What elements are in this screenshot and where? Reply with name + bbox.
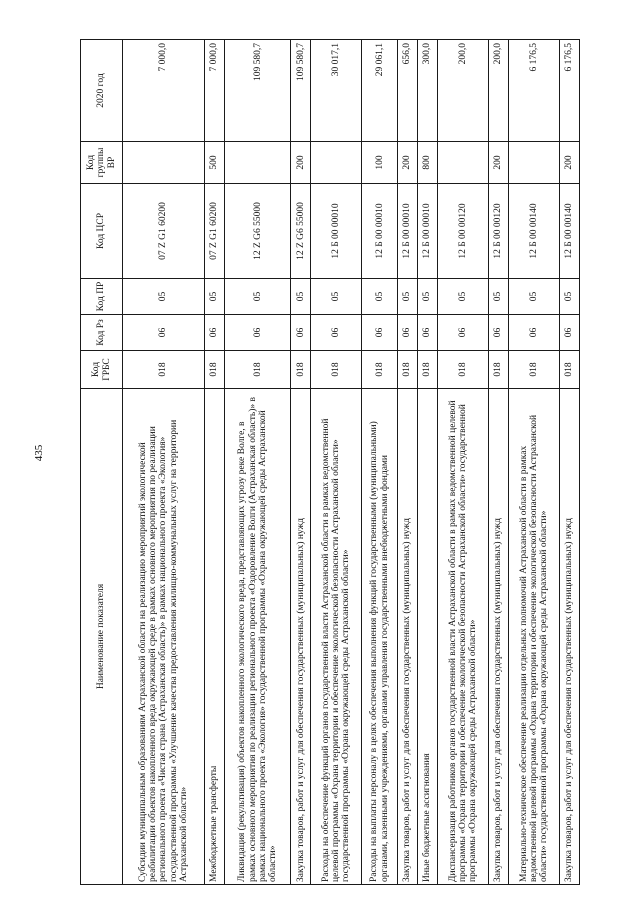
row-pr: 05: [123, 279, 205, 315]
header-rz: Код Рз: [81, 315, 123, 351]
header-csr: Код ЦСР: [81, 184, 123, 279]
table-row: [437, 40, 488, 885]
table-row: [488, 40, 508, 885]
rotated-table-container: [80, 40, 580, 885]
table-row: [204, 40, 224, 885]
row-name: Межбюджетные трансферты: [204, 389, 224, 885]
row-amount: 30 017,1: [311, 40, 362, 142]
row-csr: 07 Z G1 60200: [204, 184, 224, 279]
row-pr: 05: [437, 279, 488, 315]
table-row: [291, 40, 311, 885]
table-row: [397, 40, 417, 885]
row-rz: 06: [291, 315, 311, 351]
row-pr: 05: [204, 279, 224, 315]
table-row: [123, 40, 205, 885]
row-rz: 06: [123, 315, 205, 351]
row-vr: [224, 142, 290, 184]
row-grbs: 018: [417, 351, 437, 389]
row-rz: 06: [204, 315, 224, 351]
row-rz: 06: [559, 315, 579, 351]
row-grbs: 018: [123, 351, 205, 389]
row-name: Закупка товаров, работ и услуг для обеспечения государственных (муниципальных) нужд: [488, 389, 508, 885]
row-rz: 06: [362, 315, 398, 351]
row-vr: [311, 142, 362, 184]
header-vr: Код группы ВР: [81, 142, 123, 184]
row-pr: 05: [291, 279, 311, 315]
row-csr: 12 Б 00 00120: [488, 184, 508, 279]
header-grbs: Код ГРБС: [81, 351, 123, 389]
row-vr: [437, 142, 488, 184]
row-csr: 12 Б 00 00010: [362, 184, 398, 279]
row-name: Закупка товаров, работ и услуг для обеспечения государственных (муниципальных) нужд: [291, 389, 311, 885]
row-csr: 12 Б 00 00010: [311, 184, 362, 279]
row-rz: 06: [437, 315, 488, 351]
page-number: 435: [33, 444, 45, 462]
row-rz: 06: [397, 315, 417, 351]
row-csr: 12 Б 00 00010: [397, 184, 417, 279]
row-vr: 200: [488, 142, 508, 184]
row-vr: 200: [291, 142, 311, 184]
row-pr: 05: [362, 279, 398, 315]
row-pr: 05: [224, 279, 290, 315]
row-csr: 12 Б 00 00120: [437, 184, 488, 279]
row-name: Закупка товаров, работ и услуг для обеспечения государственных (муниципальных) нужд: [559, 389, 579, 885]
budget-table: [80, 39, 580, 885]
row-rz: 06: [311, 315, 362, 351]
table-row: [311, 40, 362, 885]
row-csr: 07 Z G1 60200: [123, 184, 205, 279]
row-vr: 800: [417, 142, 437, 184]
row-grbs: 018: [311, 351, 362, 389]
header-amount: 2020 год: [81, 40, 123, 142]
row-amount: 6 176,5: [559, 40, 579, 142]
row-grbs: 018: [204, 351, 224, 389]
row-pr: 05: [559, 279, 579, 315]
row-name: Иные бюджетные ассигнования: [417, 389, 437, 885]
row-grbs: 018: [362, 351, 398, 389]
row-name: Расходы на обеспечение функций органов государственной власти Астраханской области в рамках ведомственной целевой программы «Охрана территории и обеспечение экологической безопасности Астраханской области» государственной программы «Охрана окружающей среды Астраханской области»: [311, 389, 362, 885]
row-grbs: 018: [559, 351, 579, 389]
row-grbs: 018: [291, 351, 311, 389]
row-rz: 06: [488, 315, 508, 351]
header-pr: Код ПР: [81, 279, 123, 315]
table-row: [508, 40, 559, 885]
row-amount: 109 580,7: [224, 40, 290, 142]
row-name: Ликвидация (рекультивация) объектов накопленного экологического вреда, представляющих угрозу реке Волге, в рамках основного мероприятия по реализации регионального проекта «Оздоровление Волги (Астраханская область)» в рамках национального проекта «Экология» государственной программы «Охрана окружающей среды Астраханской области»: [224, 389, 290, 885]
table-row: [417, 40, 437, 885]
row-vr: 100: [362, 142, 398, 184]
row-pr: 05: [508, 279, 559, 315]
row-name: Субсидии муниципальным образованиям Астраханской области на реализацию мероприятий экологической реабилитации объектов накопленного вреда окружающей среде в рамках основного мероприятия по реализации регионального проекта «Чистая страна (Астраханская область)» в рамках национального проекта «Экология» государственной программы «Улучшение качества предоставления жилищно-коммунальных услуг на территории Астраханской области»: [123, 389, 205, 885]
row-vr: 200: [559, 142, 579, 184]
row-amount: 300,0: [417, 40, 437, 142]
row-amount: 6 176,5: [508, 40, 559, 142]
row-name: Расходы на выплаты персоналу в целях обеспечения выполнения функций государственными (муниципальными) органами, казенными учреждениями, органами управления государственными внебюджетными фондами: [362, 389, 398, 885]
row-csr: 12 Б 00 00140: [508, 184, 559, 279]
row-name: Материально-техническое обеспечение реализации отдельных полномочий Астраханской области в рамках ведомственной целевой программы «Охрана территории и обеспечение экологической безопасности Астраханской области» государственной программы «Охрана окружающей среды Астраханской области»: [508, 389, 559, 885]
row-csr: 12 Z G6 55000: [224, 184, 290, 279]
row-amount: 200,0: [488, 40, 508, 142]
row-grbs: 018: [508, 351, 559, 389]
row-amount: 7 000,0: [204, 40, 224, 142]
row-pr: 05: [417, 279, 437, 315]
row-amount: 656,0: [397, 40, 417, 142]
row-rz: 06: [508, 315, 559, 351]
row-vr: 200: [397, 142, 417, 184]
header-name: Наименование показателя: [81, 389, 123, 885]
row-amount: 7 000,0: [123, 40, 205, 142]
row-csr: 12 Z G6 55000: [291, 184, 311, 279]
table-header-row: [81, 40, 123, 885]
row-amount: 200,0: [437, 40, 488, 142]
row-pr: 05: [397, 279, 417, 315]
row-name: Диспансеризация работников органов государственной власти Астраханской области в рамках ведомственной целевой программы «Охрана территории и обеспечение экологической безопасности Астраханской области» государственной программы «Охрана окружающей среды Астраханской области»: [437, 389, 488, 885]
row-rz: 06: [224, 315, 290, 351]
row-grbs: 018: [488, 351, 508, 389]
row-grbs: 018: [397, 351, 417, 389]
row-csr: 12 Б 00 00010: [417, 184, 437, 279]
row-rz: 06: [417, 315, 437, 351]
row-pr: 05: [311, 279, 362, 315]
table-row: [224, 40, 290, 885]
row-grbs: 018: [224, 351, 290, 389]
row-csr: 12 Б 00 00140: [559, 184, 579, 279]
row-grbs: 018: [437, 351, 488, 389]
row-vr: [123, 142, 205, 184]
table-row: [559, 40, 579, 885]
row-pr: 05: [488, 279, 508, 315]
row-vr: 500: [204, 142, 224, 184]
row-name: Закупка товаров, работ и услуг для обеспечения государственных (муниципальных) нужд: [397, 389, 417, 885]
table-row: [362, 40, 398, 885]
row-vr: [508, 142, 559, 184]
row-amount: 29 061,1: [362, 40, 398, 142]
row-amount: 109 580,7: [291, 40, 311, 142]
